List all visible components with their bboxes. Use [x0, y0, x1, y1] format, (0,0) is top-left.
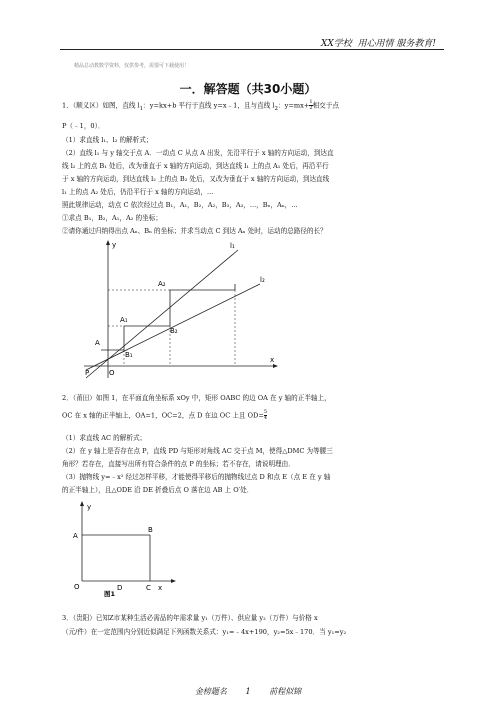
q1-part1: ①求点 B₁，B₂，A₁，A₂ 的坐标； — [62, 214, 162, 222]
fig2-label-a: A — [73, 532, 78, 540]
fig2-label-x: x — [158, 584, 163, 592]
fig2-x-arrow — [171, 579, 176, 583]
q1-intro: 1．（顺义区）如图，直线 $l_1$：y=kx+b 平行于直线 y=x﹣1，且与直线 $l_2$：y=mx+ $\frac{1}{2}$ 相交于点 — [62, 99, 339, 112]
fig1-label-a2: A₂ — [158, 280, 166, 288]
q3-line2: （元/件）在一定范围内分别近似满足下列函数关系式：y₁=﹣4x+190，y₂=5x﹣170．当 y₁=y₂ — [62, 628, 347, 636]
fig1-label-l2: l₂ — [260, 276, 265, 284]
fig1-y-arrow — [106, 240, 110, 245]
fig1-x-arrow — [273, 364, 278, 368]
q1-intro-c: ：y=mx+ — [278, 101, 310, 110]
fig2-label-b: B — [148, 526, 153, 534]
fig2-label-y: y — [87, 503, 92, 511]
fig2-caption: 图1 — [104, 590, 116, 597]
q1-sub2-line1: （2）直线 l₁ 与 y 轴交于点 A．一动点 C 从点 A 出发，先沿平行于 x 轴的方向运动，到达直 — [62, 149, 334, 157]
fig1-label-o: O — [109, 369, 115, 377]
q1-intro-d: 相交于点 — [312, 101, 339, 110]
q1-sub2-line4: l₁ 上的点 A₂ 处后，仍沿平行于 x 轴的方向运动，... — [62, 188, 214, 196]
fig1-label-b1: B₁ — [125, 351, 133, 359]
q1-part2: ②请你通过归纳得出点 Aₙ、Bₙ 的坐标；并求当动点 C 到达 Aₙ 处时，运动的总路径的长？ — [62, 227, 327, 235]
q2-fraction: $\frac{5}{4}$ — [263, 409, 268, 421]
fig1-label-x: x — [270, 356, 275, 364]
header-school: XX学校 — [320, 39, 352, 49]
q1-intro-a: 1．（顺义区）如图，直线 l — [62, 101, 140, 110]
figure-1 — [80, 238, 280, 380]
q1-sub2-line5: 照此规律运动，动点 C 依次经过点 B₁，A₁，B₂，A₂，B₃，A₃，...，Bₙ，Aₙ，... — [62, 201, 298, 209]
page-header — [321, 36, 436, 49]
page-footer — [0, 686, 496, 697]
q1-sub1: （1）求直线 l₁、l₂ 的解析式； — [62, 136, 153, 144]
header-slogan: 用心用情 服务教育! — [357, 39, 436, 49]
q2-line1: 2．（莆田）如图 1，在平面直角坐标系 xOy 中，矩形 OABC 的边 OA 在 y 轴的正半轴上， — [62, 394, 331, 402]
fig1-label-l1: l₁ — [230, 242, 235, 250]
footer-right: 前程似锦 — [269, 687, 302, 696]
q2-line2-text: OC 在 x 轴的正半轴上，OA=1，OC=2，点 D 在边 OC 上且 OD= — [62, 411, 264, 420]
fig2-label-c: C — [146, 584, 151, 592]
fig2-y-arrow — [80, 501, 84, 506]
fig1-label-a: A — [95, 339, 100, 347]
fig1-label-a1: A₁ — [120, 316, 128, 324]
footer-page-number: 1 — [245, 687, 251, 696]
q2-sub3-b: 的正半轴上），且△ODE 沿 DE 折叠后点 O 落在边 AB 上 O′处． — [62, 486, 254, 494]
fig2-label-o: O — [74, 583, 80, 591]
fig1-label-y: y — [112, 241, 117, 249]
header-rule — [60, 49, 444, 50]
fig2-label-d: D — [117, 584, 123, 592]
q2-sub2-a: （2）在 y 轴上是否存在点 P，直线 PD 与矩形对角线 AC 交于点 M，使得△DMC 为等腰三 — [62, 447, 333, 455]
figure-2 — [62, 497, 182, 597]
q1-intro-b: ：y=kx+b 平行于直线 y=x﹣1，且与直线 l — [143, 101, 275, 110]
footer-left: 金榜题名 — [194, 687, 227, 696]
section-title: 一．解答题（共30小题） — [179, 82, 317, 96]
q1-point: P（﹣1，0）． — [62, 122, 105, 130]
fig1-label-b2: B₂ — [170, 327, 178, 335]
q2-line2 — [62, 410, 440, 421]
fig1-label-p: P — [85, 369, 90, 377]
q2-sub1: （1）求直线 AC 的解析式； — [62, 434, 147, 442]
q2-sub3-a: （3）抛物线 y=﹣x² 经过怎样平移，才能使得平移后的抛物线过点 D 和点 E（点 E 在 y 轴 — [62, 473, 331, 481]
q1-sub2-line3: 于 x 轴的方向运动，到达直线 l₂ 上的点 B₂ 处后，又改为垂直于 x 轴的方向运动，到达直线 — [62, 175, 330, 183]
q1-sub2-line2: 线 l₂ 上的点 B₁ 处后，改为垂直于 x 轴的方向运动，到达直线 l₁ 上的点 A₁ 处后，再沿平行 — [62, 162, 329, 170]
q1-fraction: $\frac{1}{2}$ — [309, 99, 313, 111]
q3-line1: 3．（贵阳）已知Z市某种生活必需品的年需求量 y₁（万件）、供应量 y₂（万件）与价格 x — [62, 614, 318, 622]
q2-sub2-b: 角形？若存在，直接写出所有符合条件的点 P 的坐标；若不存在，请说明理由． — [62, 460, 295, 468]
watermark-text: 精品总动教数学资料，仅供参考，需要可下载使用！ — [74, 63, 190, 69]
